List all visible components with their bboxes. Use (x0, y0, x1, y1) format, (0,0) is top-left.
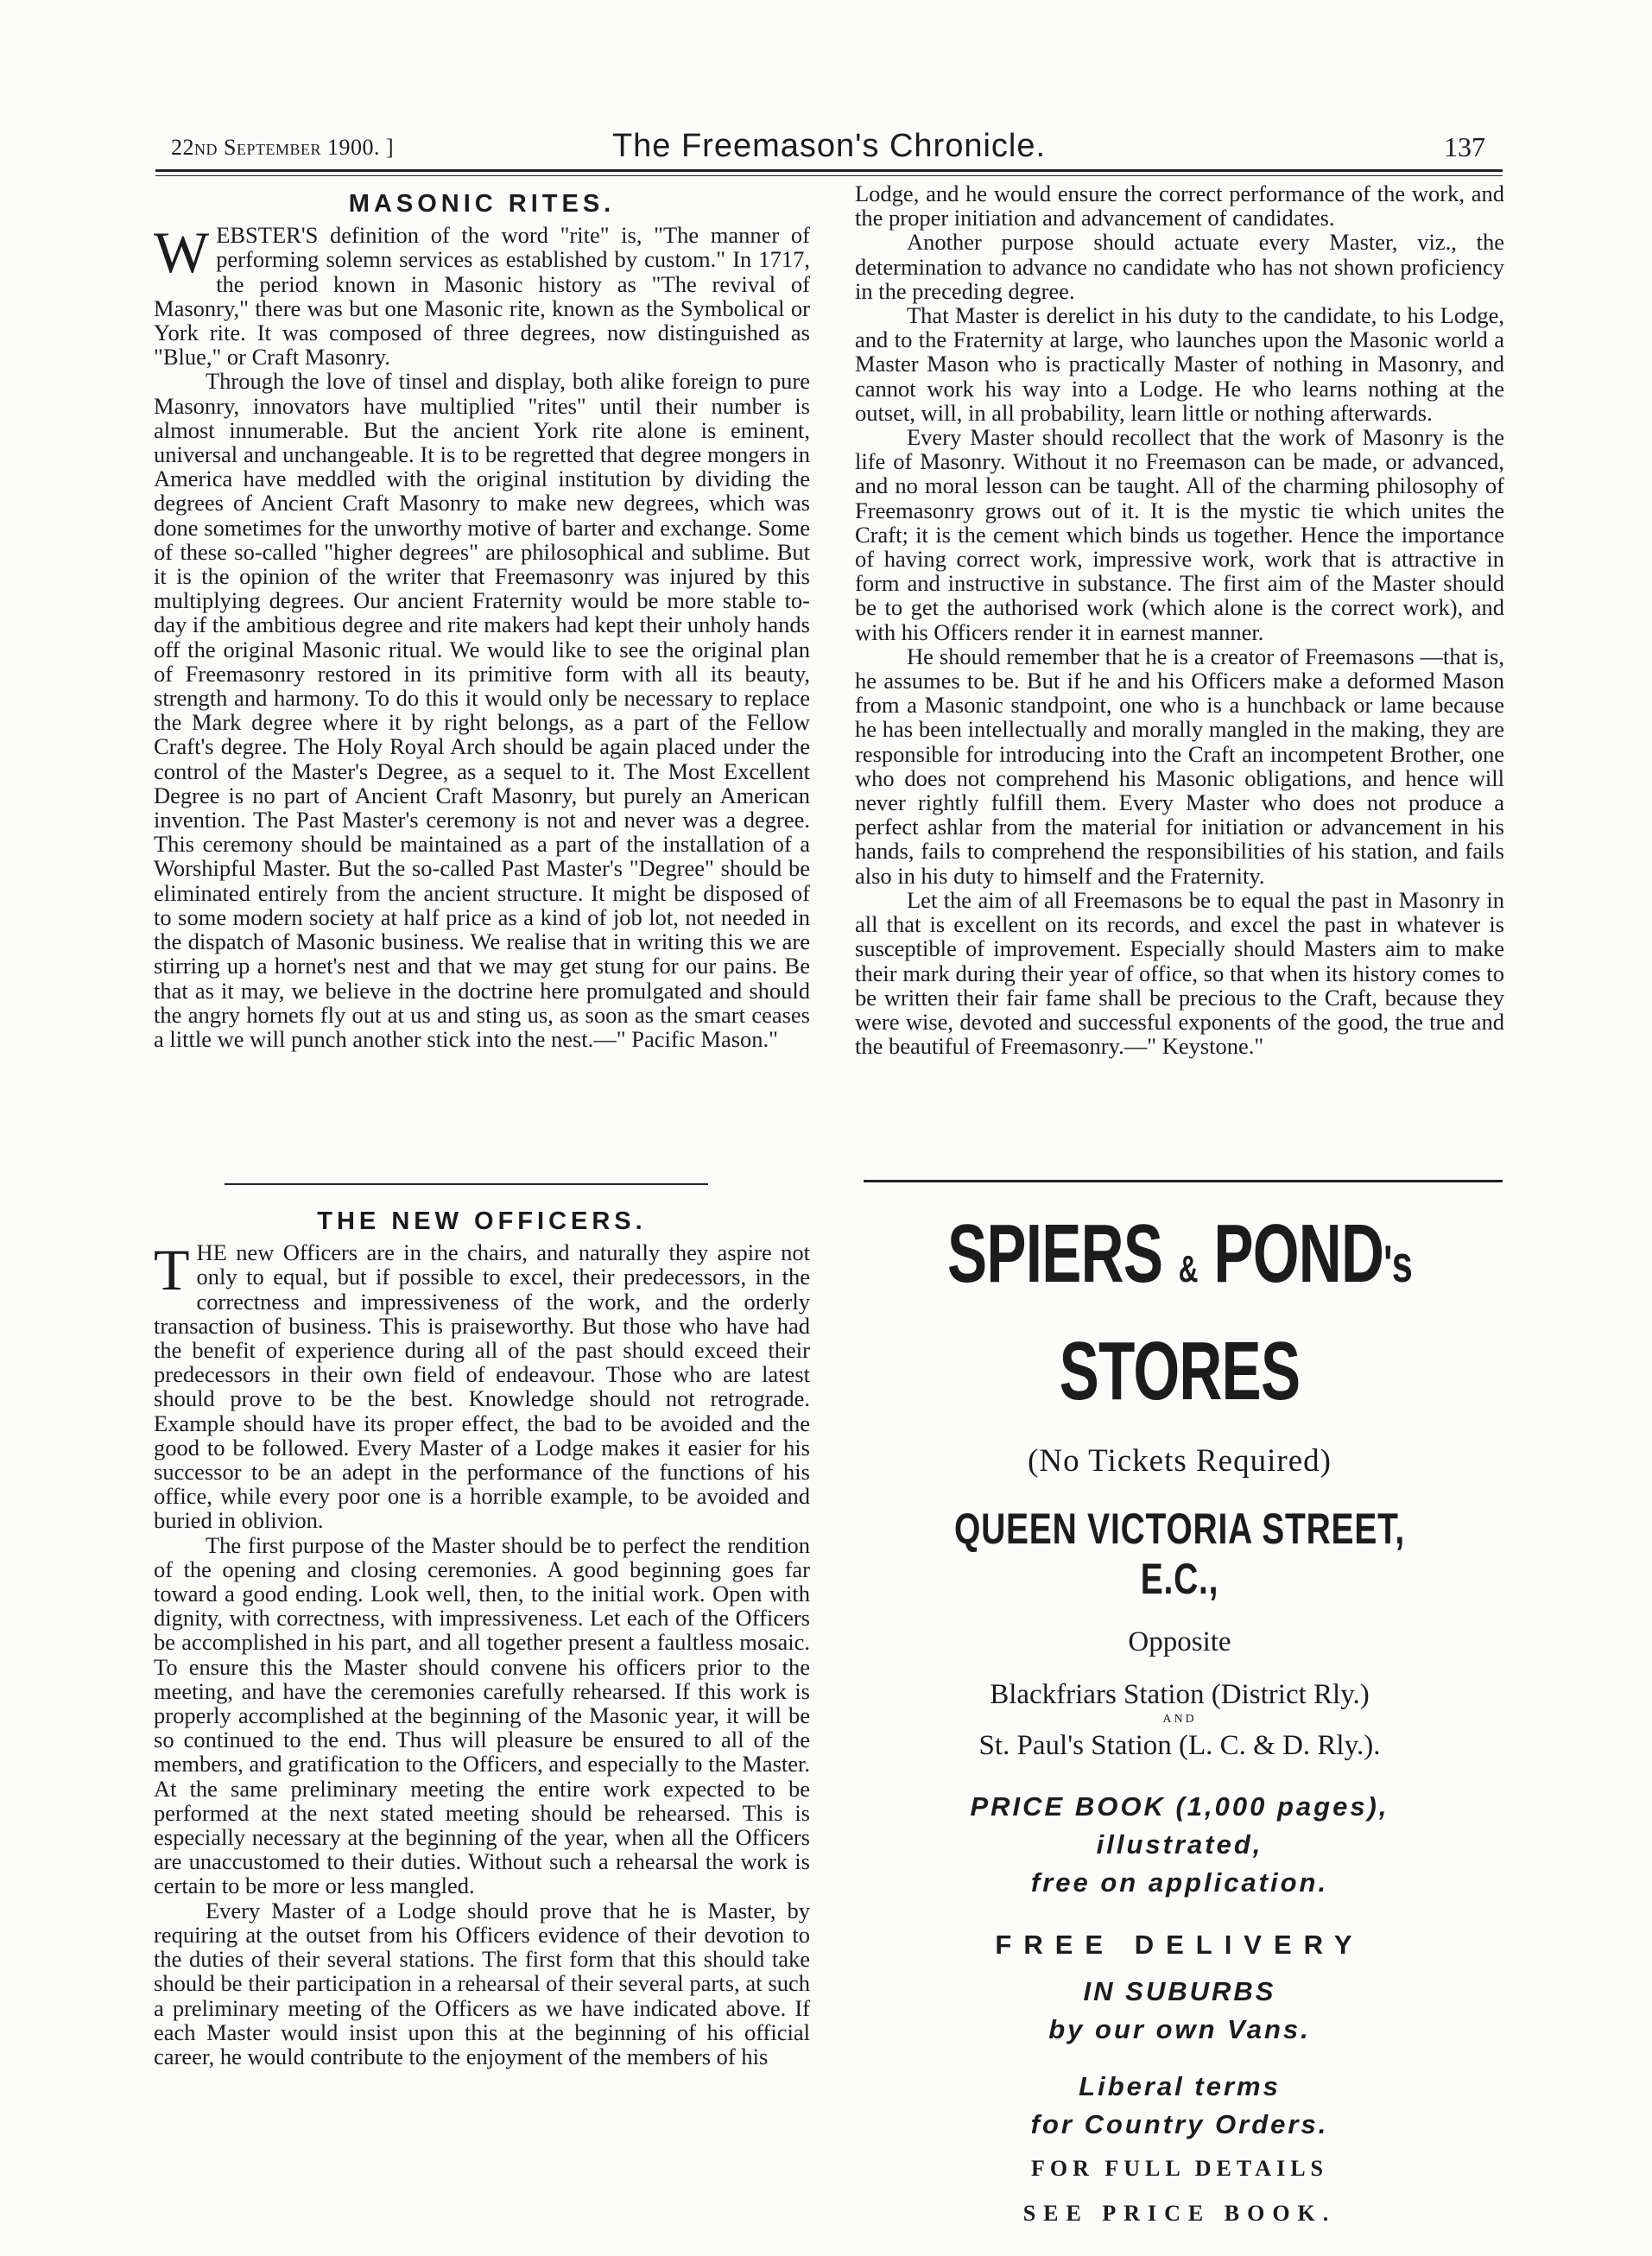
ad-stores: STORES (1059, 1325, 1301, 1417)
article-paragraph: Lodge, and he would ensure the correct performance of the work, and the proper initiation and advancement of candidates. (855, 181, 1504, 231)
ad-see-price-book: SEE PRICE BOOK. (1022, 2201, 1337, 2226)
ad-free-delivery: FREE DELIVERY (995, 1930, 1364, 1960)
ad-free-on-application: free on application. (1030, 1867, 1329, 1898)
article-paragraph: Every Master of a Lodge should prove that he is Master, by requiring at the outset from his Officers evidence of their devotion to the duties of their several stations. The first form that this should take should be their participation in a rehearsal of their several parts, at such a preliminary meeting of the Officers as we have indicated above. If each Master would insist upon this at the beginning of his official career, he would contribute to the enjoyment of the members of his (154, 1897, 810, 2069)
article-new-officers-continued (855, 181, 1504, 1058)
article-masonic-rites (154, 192, 810, 1051)
article-paragraph: Let the aim of all Freemasons be to equal the past in Masonry in all that is excellent on its records, and excel the past in whatever is susceptible of improvement. Especially should Masters aim to make their mark during their year of office, so that when its history comes to be written their fair fame shall be precious to the Craft, because they were wise, devoted and successful exponents of the good, the true and the beautiful of Freemasonry.—" Keystone." (855, 886, 1504, 1060)
ad-st-pauls: St. Paul's Station (L. C. & D. Rly.). (978, 1730, 1381, 1761)
ad-own-vans: by our own Vans. (1048, 2014, 1311, 2044)
ad-blackfriars: Blackfriars Station (District Rly.) (990, 1679, 1370, 1710)
article-paragraph: WEBSTER'S definition of the word "rite" is, "The manner of performing solemn services as established by custom." In 1717, the period known in Masonic history as "The revival of Masonry," there was but one Masonic rite, known as the Symbolical or York rite. It was composed of three degrees, now distinguished as "Blue," or Craft Masonry. (154, 219, 810, 371)
article-new-officers (154, 1209, 810, 2069)
ad-liberal-terms: Liberal terms (1079, 2071, 1281, 2101)
article-title: THE NEW OFFICERS. (317, 1207, 647, 1235)
ad-country-orders: for Country Orders. (1030, 2109, 1329, 2139)
ad-headline (946, 1209, 1413, 1315)
article-paragraph: Every Master should recollect that the work of Masonry is the life of Masonry. Without it no Freemason can be made, or advanced, and no moral lesson can be taught. All of the charming philosophy of Freemasonry grows out of it. It is the mystic tie which unites the Craft; it is the cement which binds us together. Hence the importance of having correct work, impressive work, work that is attractive in form and instructive in substance. The first aim of the Master should be to get the authorised work (which alone is the correct work), and with his Officers render it in earnest manner. (855, 424, 1504, 645)
article-paragraph: He should remember that he is a creator of Freemasons —that is, he assumes to be. But if he and his Officers make a deformed Mason from a Masonic standpoint, one who is a hunchback or lame because he has been intellectually and morally mangled in the making, they are responsible for introducing into the Craft an incompetent Brother, one who does not comprehend his Masonic obligations, and hence will never rightly fulfill them. Every Master who does not produce a perfect ashlar from the material for initiation or advancement in his hands, fails to comprehend the responsibilities of his station, and fails also in his duty to himself and the Fraternity. (855, 643, 1504, 889)
drop-cap: W (154, 219, 210, 286)
issue-date: 22nd September 1900. ] (171, 135, 395, 160)
header-rule-thin (155, 175, 1503, 176)
page-header (155, 128, 1503, 169)
ad-and: AND (1162, 1713, 1197, 1726)
ad-spiers: SPIERS (946, 1207, 1163, 1300)
ad-illustrated: illustrated, (1096, 1829, 1263, 1860)
ad-pond: POND (1213, 1207, 1384, 1300)
article-paragraph: THE new Officers are in the chairs, and naturally they aspire not only to equal, but if possible to excel, their predecessors, in the correctness and impressiveness of the work, and the orderly transaction of business. This is praiseworthy. But those who have had the benefit of experience during all of the past should exceed their predecessors in their own field of endeavour. Those who are latest should prove to be the best. Knowledge should not retrograde. Example should have its proper effect, the bad to be avoided and the good to be followed. Every Master of a Lodge makes it easier for his successor to be an adept in the performance of the functions of his office, while every poor one is a horrible example, to be avoided and buried in oblivion. (154, 1237, 810, 1534)
drop-cap: T (154, 1237, 190, 1303)
page-number: 137 (1444, 131, 1485, 162)
spiers-pond-advertisement (855, 1209, 1504, 2227)
article-paragraph: Through the love of tinsel and display, both alike foreign to pure Masonry, innovators have multiplied "rites" until their number is almost innumerable. But the ancient York rite alone is eminent, universal and unchangeable. It is to be regretted that degree mongers in America have meddled with the original institution by dividing the degrees of Ancient Craft Masonry to make new degrees, which was done sometimes for the unworthy motive of barter and exchange. Some of these so-called "higher degrees" are philosophical and sublime. But it is the opinion of the writer that Freemasonry was injured by this multiplying degrees. Our ancient Fraternity would be more stable to-day if the ambitious degree and rite makers had kept their unholy hands off the original Masonic ritual. We would like to see the original plan of Freemasonry restored in its primitive form with all its beauty, strength and harmony. To do this it would only be necessary to replace the Mark degree where it by right belongs, as a part of the Fellow Craft's degree. The Holy Royal Arch should be again placed under the control of the Master's Degree, as a sequel to it. The Most Excellent Degree is no part of Ancient Craft Masonry, but purely an American invention. The Past Master's ceremony is not and never was a degree. This ceremony should be maintained as a part of the installation of a Worshipful Master. But the so-called Past Master's "Degree" should be eliminated entirely from the ancient structure. It might be disposed of to some modern society at half price as a kind of job lot, not needed in the dispatch of Masonic business. We realise that in writing this we are stirring up a hornet's nest and that we may get stung for our pains. Be that as it may, we believe in the doctrine here promulgated and should the angry hornets fly out at us and sting us, as soon as the smart ceases a little we will punch another stick into the nest.—" Pacific Mason." (154, 368, 810, 1052)
article-title: MASONIC RITES. (348, 190, 616, 218)
ad-no-tickets: (No Tickets Required) (1028, 1443, 1332, 1479)
publication-title: The Freemason's Chronicle. (611, 128, 1047, 164)
article-paragraph: That Master is derelict in his duty to the candidate, to his Lodge, and to the Fraternity at large, who launches upon the Masonic world a Master Mason who is practically Master of nothing in Masonry, and cannot work his way into a Lodge. He who learns nothing at the outset, will, in all probability, learn little or nothing afterwards. (855, 302, 1504, 426)
article-paragraph: Another purpose should actuate every Master, viz., the determination to advance no candidate who has not shown proficiency in the preceding degree. (855, 229, 1504, 304)
column-divider-rule (225, 1183, 708, 1185)
ad-possessive: 's (1383, 1235, 1413, 1293)
ad-opposite: Opposite (1128, 1626, 1231, 1657)
header-rule (155, 169, 1503, 172)
article-paragraph: The first purpose of the Master should be to perfect the rendition of the opening and closing ceremonies. A good beginning goes far toward a good ending. Look well, then, to the initial work. Open with dignity, with correctness, with impressiveness. Let each of the Officers be accomplished in his part, and all together present a faultless mosaic. To ensure this the Master should convene his officers prior to the meeting, and have the ceremonies carefully rehearsed. If this work is properly accomplished at the beginning of the Masonic year, it will be so continued to the end. Thus will pleasure be ensured to all of the members, and gratification to the Officers, and especially to the Master. At the same preliminary meeting the entire work expected to be performed at the next stated meeting should be rehearsed. This is especially necessary at the beginning of the year, when all the Officers are unaccustomed to their duties. Without such a rehearsal the work is certain to be more or less mangled. (154, 1531, 810, 1899)
ad-in-suburbs: IN SUBURBS (1083, 1976, 1276, 2006)
ad-street: QUEEN VICTORIA STREET, E.C., (953, 1505, 1406, 1603)
ad-ampersand: & (1178, 1248, 1198, 1290)
column-divider-rule (864, 1180, 1503, 1182)
ad-full-details: FOR FULL DETAILS (1030, 2156, 1328, 2181)
ad-price-book: PRICE BOOK (1,000 pages), (970, 1791, 1389, 1822)
